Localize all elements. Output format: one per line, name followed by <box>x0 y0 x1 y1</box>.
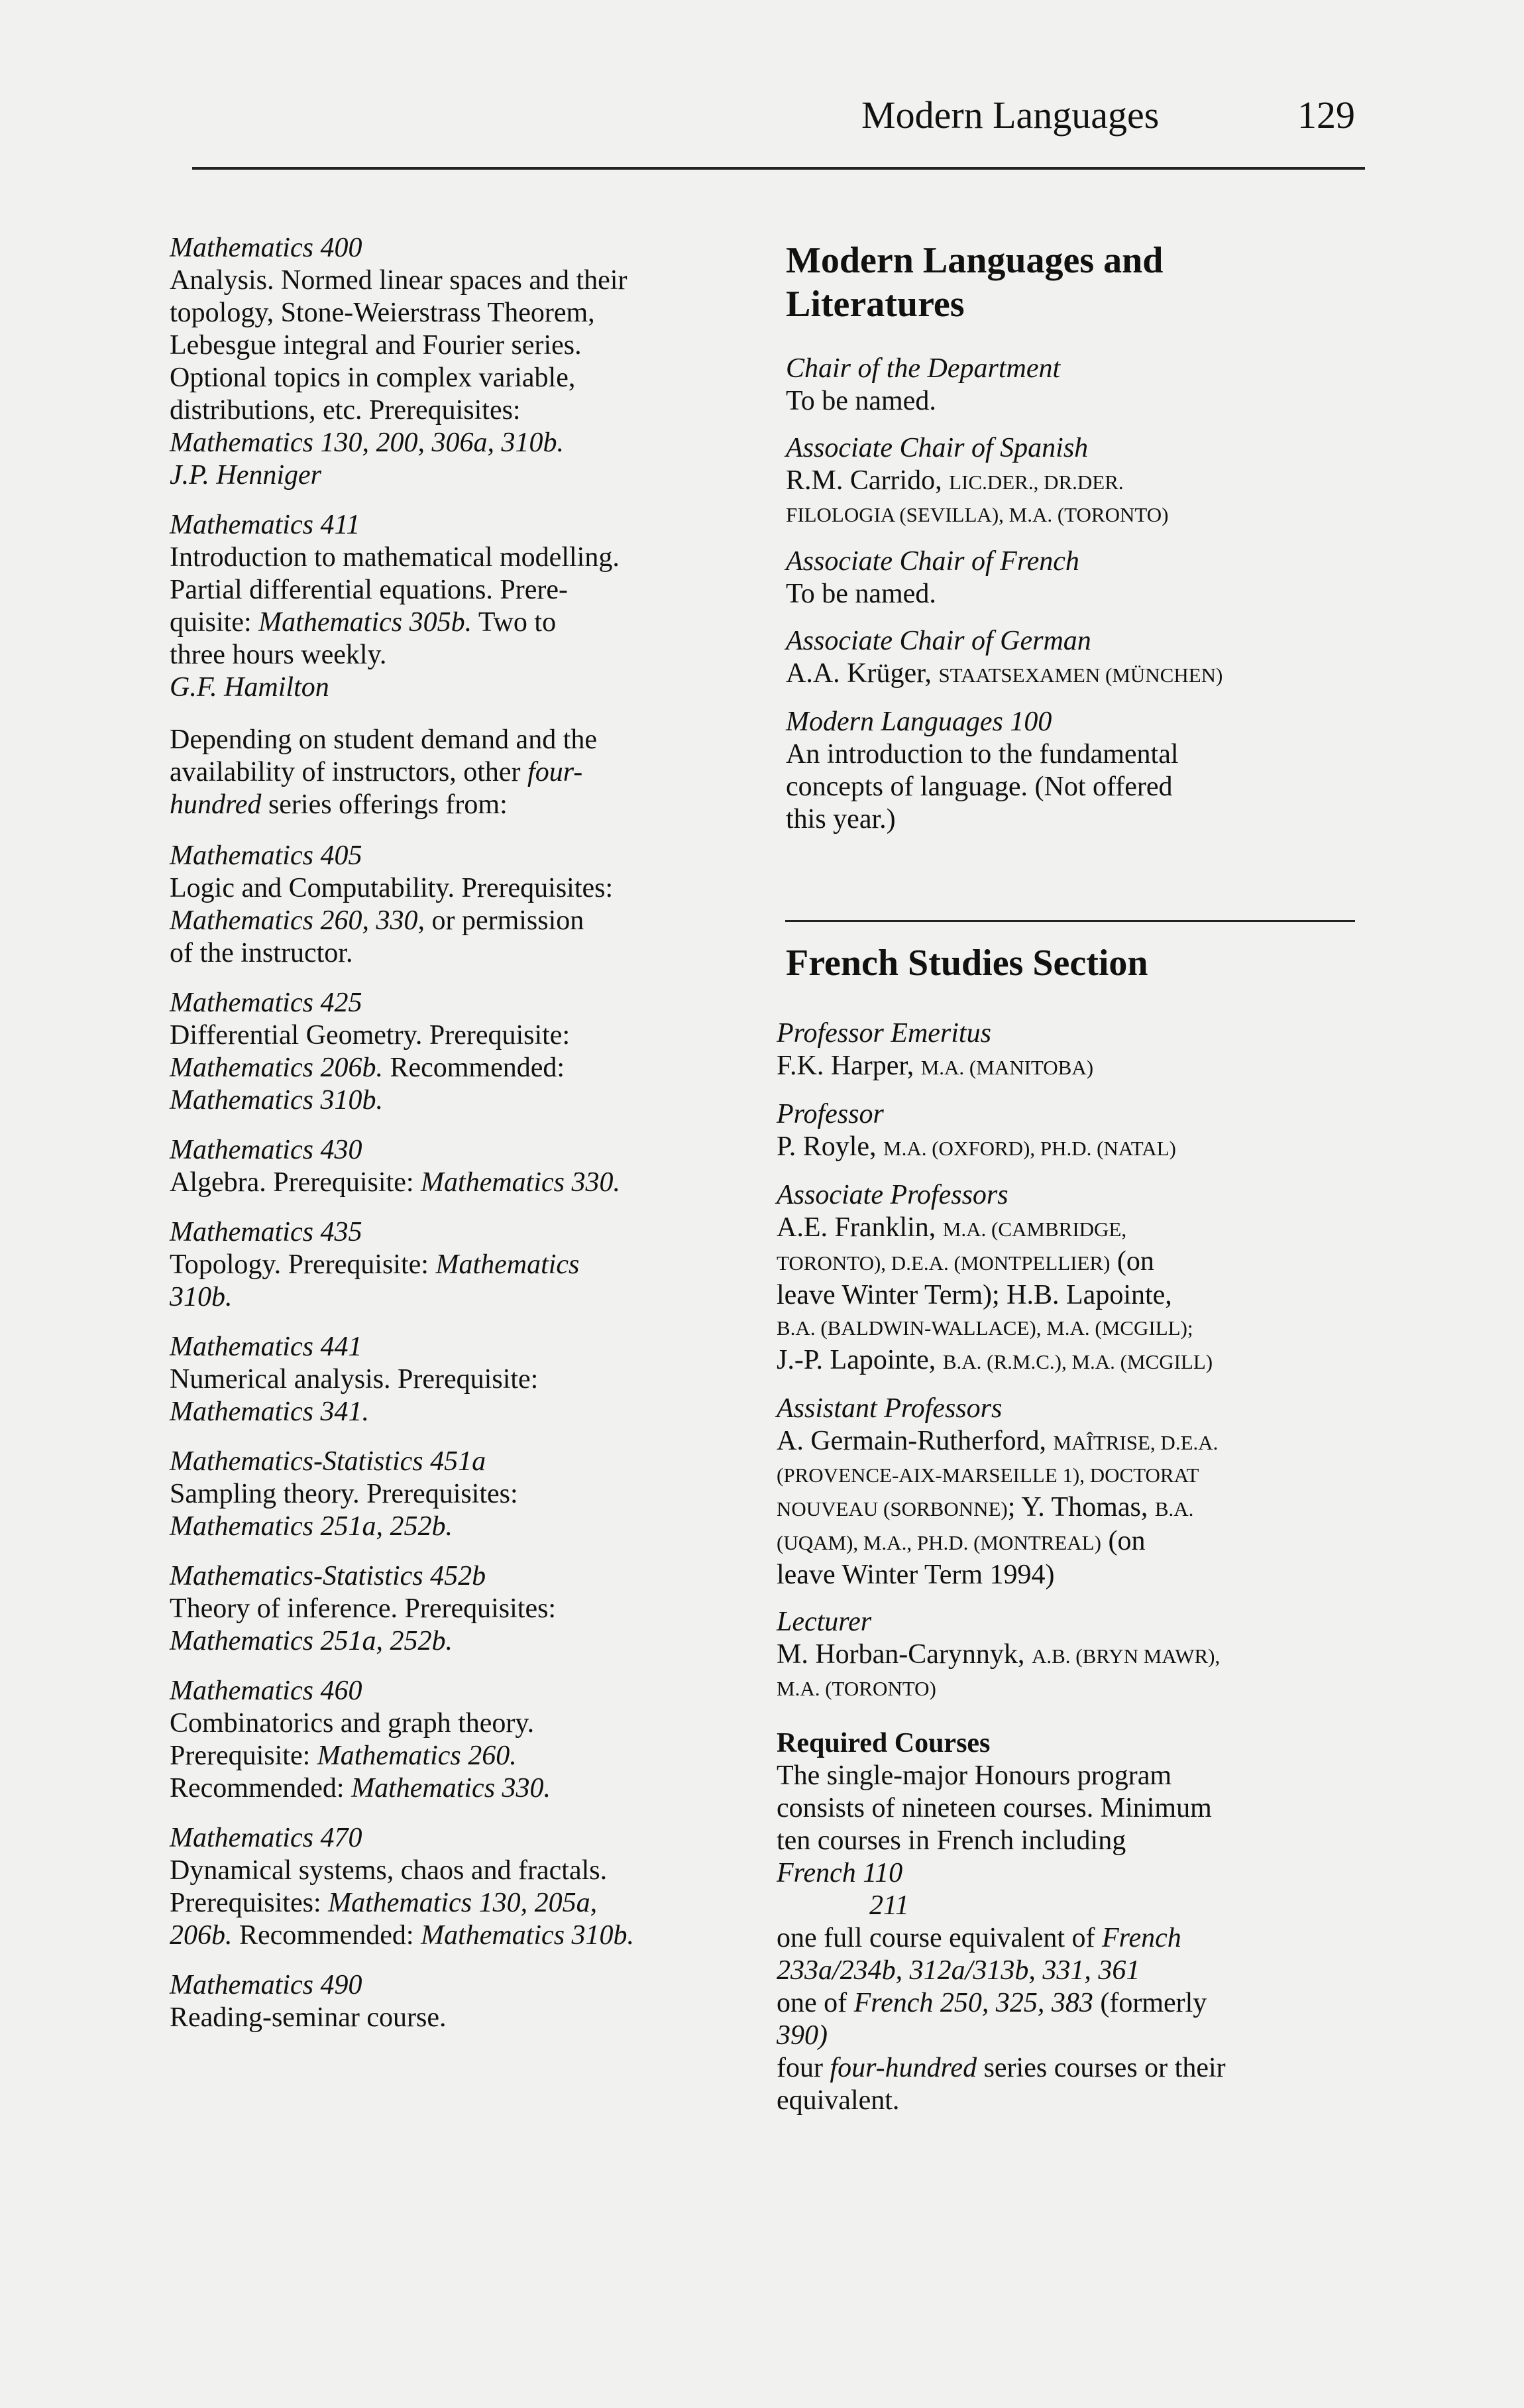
course-entry: Mathematics 430 Algebra. Prerequisite: Mathematics 330. <box>170 1135 620 1198</box>
staff-entry: Professor P. Royle, M.A. (OXFORD), PH.D. (NATAL) <box>777 1099 1176 1162</box>
course-entry: Mathematics 441 Numerical analysis. Prerequisite: Mathematics 341. <box>170 1332 539 1427</box>
running-header-title: Modern Languages <box>861 93 1160 137</box>
section-heading-french: French Studies Section <box>786 943 1148 984</box>
staff-entry: Chair of the Department To be named. <box>786 353 1061 416</box>
section-rule <box>785 920 1355 922</box>
left-column <box>170 232 739 2051</box>
course-entry: Mathematics-Statistics 452b Theory of inference. Prerequisites: Mathematics 251a, 252b. <box>170 1561 557 1656</box>
course-entry: Mathematics 425 Differential Geometry. Prerequisite: Mathematics 206b. Recommended: Mathematics 310b. <box>170 988 571 1116</box>
right-column <box>786 239 1369 850</box>
header-rule <box>192 167 1365 170</box>
required-courses: Required Courses The single-major Honours program consists of nineteen courses. Minimum ten courses in French including French 110 211 one full course equivalent of French 233a/234b, 312a/313b, 331, 361 one of French 250, 325, 383 (formerly 390) four four-hundred series courses or their equivalent. <box>777 1727 1373 2117</box>
course-entry: Mathematics 490 Reading-seminar course. <box>170 1970 447 2033</box>
staff-entry: Associate Professors A.E. Franklin, M.A. (CAMBRIDGE, TORONTO), D.E.A. (MONTPELLIER) (on leave Winter Term); H.B. Lapointe, B.A. (BALDWIN-WALLACE), M.A. (MCGILL); J.-P. Lapointe, B.A. (R.M.C.), M.A. (MCGILL) <box>777 1180 1213 1375</box>
course-entry: Mathematics 435 Topology. Prerequisite: Mathematics 310b. <box>170 1217 580 1312</box>
staff-entry: Lecturer M. Horban-Carynnyk, A.B. (BRYN MAWR), M.A. (TORONTO) <box>777 1607 1221 1700</box>
course-entry: Mathematics 405 Logic and Computability. Prerequisites: Mathematics 260, 330, or permission of the instructor. <box>170 840 614 968</box>
course-entry: Modern Languages 100 An introduction to the fundamental concepts of language. (Not offered this year.) <box>786 707 1179 834</box>
staff-entry: Professor Emeritus F.K. Harper, M.A. (MANITOBA) <box>777 1018 1094 1081</box>
section-heading: Modern Languages and Literatures <box>786 240 1164 325</box>
staff-entry: Assistant Professors A. Germain-Rutherford, MAÎTRISE, D.E.A. (PROVENCE-AIX-MARSEILLE 1), DOCTORAT NOUVEAU (SORBONNE); Y. Thomas, B.A. (UQAM), M.A., PH.D. (MONTREAL) (on leave Winter Term 1994) <box>777 1393 1219 1590</box>
course-entry: Mathematics 460 Combinatorics and graph theory. Prerequisite: Mathematics 260. Recommended: Mathematics 330. <box>170 1676 551 1804</box>
course-entry: Mathematics 400 Analysis. Normed linear spaces and their topology, Stone-Weierstrass Theorem, Lebesgue integral and Fourier series. Optional topics in complex variable, distributions, etc. Prerequisites: Mathematics 130, 200, 306a, 310b. J.P. Henniger <box>170 233 627 490</box>
page-number: 129 <box>1297 93 1355 137</box>
course-entry: Mathematics 470 Dynamical systems, chaos and fractals. Prerequisites: Mathematics 130, 205a, 206b. Recommended: Mathematics 310b. <box>170 1823 635 1951</box>
paragraph: Depending on student demand and the availability of instructors, other four- hundred series offerings from: <box>170 724 598 820</box>
course-entry: Mathematics-Statistics 451a Sampling theory. Prerequisites: Mathematics 251a, 252b. <box>170 1446 518 1542</box>
right-column-french <box>777 1017 1373 2132</box>
staff-entry: Associate Chair of Spanish R.M. Carrido, LIC.DER., DR.DER. FILOLOGIA (SEVILLA), M.A. (TORONTO) <box>786 433 1169 526</box>
course-entry: Mathematics 411 Introduction to mathematical modelling. Partial differential equations. Prere- quisite: Mathematics 305b. Two to three hours weekly. G.F. Hamilton <box>170 510 620 703</box>
required-courses-heading: Required Courses <box>777 1728 991 1758</box>
staff-entry: Associate Chair of French To be named. <box>786 546 1079 609</box>
staff-entry: Associate Chair of German A.A. Krüger, STAATSEXAMEN (MÜNCHEN) <box>786 626 1223 689</box>
